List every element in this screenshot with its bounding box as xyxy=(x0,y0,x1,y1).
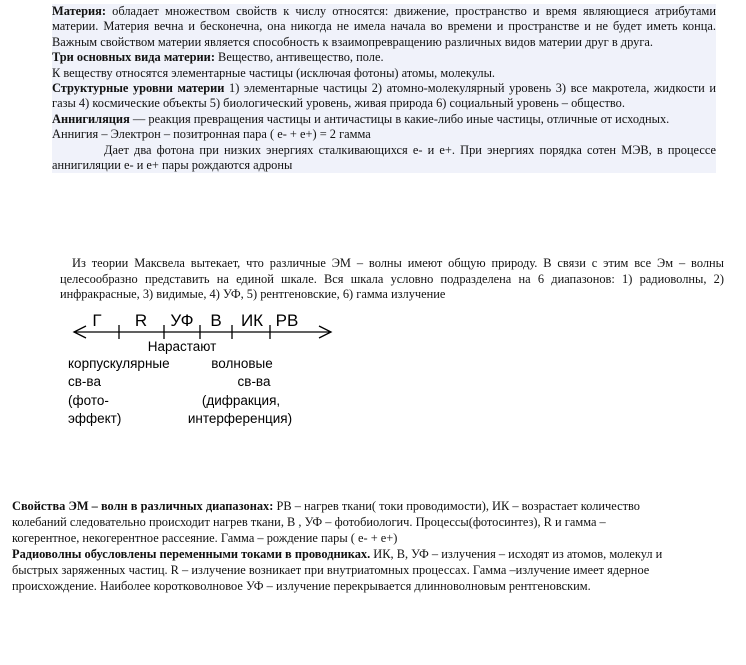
left-caption-line: корпускулярные xyxy=(68,356,170,371)
radio-waves-paragraph xyxy=(12,546,676,594)
label-uv: УФ xyxy=(170,311,194,330)
annihilation-term: Аннигиляция xyxy=(52,111,130,126)
em-properties-term: Свойства ЭМ – волн в различных диапазонах: xyxy=(12,499,274,513)
left-caption-line: св-ва xyxy=(68,374,101,389)
matter-types-text: Вещество, антивещество, поле. xyxy=(214,50,384,65)
em-properties-section xyxy=(12,498,676,594)
left-caption-line: эффект) xyxy=(68,411,122,426)
right-caption-line: интерференция) xyxy=(187,411,293,426)
matter-definition: обладает множеством свойств к числу относятся: движение, пространство и время являющиеся атрибутами материи. Материя вечна и бесконечна, она никогда не имела начала во времени и пространстве и не будет иметь конца. Важным свойством материи является способность к взаимопревращению различных видов материи друг в друга. xyxy=(52,4,716,49)
label-x-ray: R xyxy=(134,311,148,330)
radio-waves-text: ИК, В, УФ – излучения – исходят из атомов, молекул и быстрых заряженных частиц. R – излучение возникает при внутриатомных процессах. Гамма –излучение имеет ядерное происхождение. Наиболее коротковолновое УФ – излучение перекрывается длинноволновым рентгеновским. xyxy=(12,547,663,593)
label-radio: РВ xyxy=(275,311,299,330)
annihilation-text: — реакция превращения частицы и античастицы в какие-либо иные частицы, отличные от исходных. xyxy=(129,111,670,126)
substance-paragraph: К веществу относятся элементарные частицы (исключая фотоны) атомы, молекулы. xyxy=(52,65,496,80)
label-visible: В xyxy=(210,311,222,330)
right-caption-line: св-ва xyxy=(237,374,271,389)
em-properties-paragraph xyxy=(12,498,676,546)
photon-paragraph: Дает два фотона при низких энергиях сталкивающихся е- и е+. При энергиях порядка сотен МЭВ, в процессе аннигиляции е- и е+ пары рождаются адроны xyxy=(52,142,716,173)
right-caption-line: волновые xyxy=(211,356,273,371)
label-infrared: ИК xyxy=(240,311,264,330)
matter-term: Материя: xyxy=(52,4,107,18)
label-gamma: Г xyxy=(92,311,102,330)
radio-waves-term: Радиоволны обусловлены переменными токами в проводниках. xyxy=(12,547,371,561)
structural-levels-text: 1) элементарные частицы 2) атомно-молекулярный уровень 3) все макротела, жидкости и газы 4) космические объекты 5) биологический уровень, живая природа 6) социальный уровень – общество. xyxy=(52,81,716,111)
left-caption-line: (фото- xyxy=(68,393,109,408)
em-properties-text: РВ – нагрев ткани( токи проводимости), ИК – возрастает количество колебаний следовательно происходит нагрев ткани, В , УФ – фотобиологич. Процессы(фотосинтез), R и гамма – когерентное, некогерентное рассеяние. Гамма – рождение пары ( е- + е+) xyxy=(12,499,640,545)
right-caption-line: (дифракция, xyxy=(201,393,281,408)
maxwell-paragraph: Из теории Максвела вытекает, что различные ЭМ – волны имеют общую природу. В связи с этим все Эм – волны целесообразно представить на единой шкале. Вся шкала условно подразделена на 6 диапазонов: 1) радиоволны, 2) инфракрасные, 3) видимые, 4) УФ, 5) рентгеновские, 6) гамма излучение xyxy=(60,256,724,302)
structural-levels-term: Структурные уровни материи xyxy=(52,81,225,96)
matter-types-term: Три основных вида материи: xyxy=(52,50,215,65)
annihilation-formula: Аннигия – Электрон – позитронная пара ( е- + е+) = 2 гамма xyxy=(52,127,371,142)
increase-label: Нарастают xyxy=(147,339,217,354)
